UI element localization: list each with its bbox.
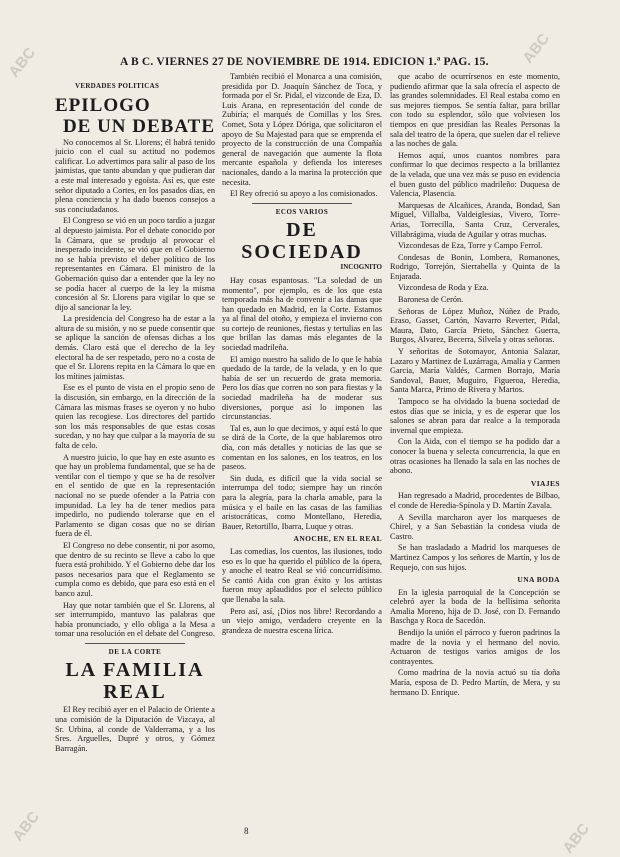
paragraph: El Congreso se vió en un poco tardío a juzgar al depuesto jaimista. Por el debate conocido por la Cámara, que se produjo al provocar el inesperado incidente, se vió que en el Gobierno no se había previsto el deber político de los representantes en Cámara. El ministro de la Gobernación quiso dar a entender que la ley no se podía hacer al cuerpo de la ley la misma concesión al Sr. Llorens para vigilar lo que se dijo al sancionar la ley. [55, 216, 215, 312]
paragraph: Ese es el punto de vista en el propio seno de la discusión, sin embargo, en la dirección de la Cámara las mismas frases se oyeron y no hubo quien las recogiese. Los directores del partido son los más responsables de que estas cosas sucedan, y no hay que culpar a la mayoría de su falta de celo. [55, 383, 215, 450]
paragraph: Pero así, así, ¡Dios nos libre! Recordando a un viejo amigo, verdadero creyente en la grandeza de nuestra escena lírica. [222, 606, 382, 635]
page-mark: 8 [244, 826, 249, 836]
paragraph: Han regresado a Madrid, procedentes de Bilbao, el conde de Heredia-Spínola y D. Martín Zavala. [390, 491, 560, 510]
paragraph: A Sevilla marcharon ayer los marqueses de Chirel, y a San Sebastián la condesa viuda de Castro. [390, 512, 560, 541]
paragraph: Tal es, aun lo que decimos, y aquí está lo que se dirá de la Corte, de la que hablaremos otro día, con más detalles y noticias de las que se comentan en los salones, en los teatros, en los paseos. [222, 423, 382, 472]
subheading-boda: UNA BODA [517, 575, 560, 585]
paragraph: En la iglesia parroquial de la Concepción se celebró ayer la boda de la bellísima señorita Amalia Moreno, hija de D. José, con D. Fernando Baschga y Roca de Sacedón. [390, 587, 560, 626]
headline-familia-real: LA FAMILIA REAL [65, 659, 205, 704]
paragraph: El Congreso no debe consentir, ni por asomo, que dentro de su recinto se lleve a cabo lo que fuera está prohibido. Y el Gobierno debe dar los pasos necesarios para que el Reglamento se cumpla como es debido, que para eso está en el banco azul. [55, 540, 215, 598]
column-2 [222, 72, 382, 832]
subheading-viajes: VIAJES [530, 478, 560, 488]
paragraph: Marquesas de Alcañices, Aranda, Bondad, San Miguel, Villalba, Valdeiglesias, Vivero, Torre-Arias, Torrecilla, Santa Cruz, Cerverales, Villabrágima, viuda de Aguilar y otras muchas. [390, 200, 560, 239]
paragraph: Hemos aquí, unos cuantos nombres para confirmar lo que decimos respecto a la brillantez de la velada, que una vez más se puso en evidencia el buen gusto del público madrileño: Duquesa de Valencia, Plasencia. [390, 150, 560, 199]
paragraph: Hay que notar también que el Sr. Llorens, al ser interrumpido, mantuvo las palabras que había pronunciado, y ello obliga a la Mesa a tomar una resolución en el debate del Congreso. [55, 600, 215, 639]
paragraph: Baronesa de Cerón. [398, 295, 464, 305]
section-kicker: VERDADES POLITICAS [75, 82, 160, 90]
divider [85, 643, 185, 644]
paragraph: Bendijo la unión el párroco y fueron padrinos la madre de la novia y el hermano del novio. Actuaron de testigos varios amigos de los contrayentes. [390, 628, 560, 666]
headline-epilogo: EPILOGO [55, 94, 151, 116]
headline-sociedad: DE SOCIEDAD [241, 219, 363, 264]
paragraph: El amigo nuestro ha salido de lo que le había quedado de la tarde, de la velada, y en lo que había de ser un recuerdo de grata memoria. Pero los días que corren no son para fiestas y la sociedad madrileña ha de moderar sus diversiones, porque así lo imponen las circunstancias. [222, 354, 382, 422]
column-3 [390, 72, 560, 832]
subheading: ANOCHE, EN EL REAL [293, 534, 382, 544]
column-1 [55, 80, 215, 840]
section-kicker: DE LA CORTE [108, 647, 162, 656]
headline-debate: DE UN DEBATE [62, 115, 215, 137]
paragraph: La presidencia del Congreso ha de estar a la altura de su misión, y no se puede consentir que se aplique la sanción de ofensas dichas a los demás. Claro está que el derecho de la ley electoral ha de ser respetado, pero no a costa de que el Sr. Llorens repita en la Cámara lo que en los mítines jaimistas. [55, 314, 215, 381]
byline: INCOGNITO [340, 263, 382, 272]
divider [252, 203, 352, 204]
watermark-right: ABC [519, 30, 553, 67]
paragraph: A nuestro juicio, lo que hay en este asunto es que hay un problema fundamental, que se ha de ventilar con el tiempo y que se ha de resolver en el sentido de que en la representación nacional no se puede ofender a la Patria con impunidad. La ley ha de tener medios para impedirlo, no pudiendo tolerarse que en el Parlamento se digan cosas que no se dirían fuera de él. [55, 452, 215, 539]
paragraph: Las comedias, los cuentos, las ilusiones, todo eso es lo que ha querido el público de la ópera, y anoche el teatro Real se vió concurridísimo. Se cantó Aida con gran éxito y los artistas fueron muy aplaudidos por el selecto público que llenaba la sala. [222, 546, 382, 604]
watermark-bottom-left: ABC [9, 808, 43, 845]
paragraph: Hay cosas espantosas. "La soledad de un momento", por ejemplo, es de los que esta temporada más ha de convenir a las damas que han quedado en Madrid, en la Corte. Estamos ya al final del otoño, y empieza el invierno con su cortejo de reuniones, fiestas y tertulias en las que brillan las damas más elegantes de la sociedad madrileña. [222, 275, 382, 353]
paragraph: El Rey recibió ayer en el Palacio de Oriente a una comisión de la Diputación de Vizcaya, al Sr. Urbina, al conde de Valderrama, y a los Sres. Arguelles, Dupré y otros, y Gómez Barragán. [55, 705, 215, 753]
section-kicker: ECOS VARIOS [275, 207, 329, 216]
paragraph: El Rey ofreció su apoyo a los comisionados. [230, 189, 378, 199]
paragraph: que acabo de ocurrírsenos en este momento, pudiendo afirmar que la sala ofrecía el aspecto de las grandes solemnidades. El Real estaba como en sus mejores tiempos. Se sentía faltar, para brillar con todo su esplendor, sólo que volviesen los tiempos en que presidían las Reales Personas la sala del teatro de la ópera, que suelen dar el relieve a las noches de gala. [390, 72, 560, 149]
paragraph: Condesas de Bonin, Lombera, Romanones, Rodrigo, Torrejón, Sierrabella y Quinta de la Enjarada. [390, 252, 560, 281]
watermark-left: ABC [5, 44, 39, 81]
paragraph: Tampoco se ha olvidado la buena sociedad de estos días que se inicia, y es de esperar que los salones se abran para dar realce a la temporada invernal que empieza. [390, 397, 560, 435]
paragraph: Vizcondesas de Eza, Torre y Campo Ferrol. [398, 241, 543, 251]
paragraph: Como madrina de la novia actuó su tía doña María, esposa de D. Pedro Martín, de Mera, y su hermano D. Enrique. [390, 668, 560, 697]
paragraph: También recibió el Monarca a una comisión, presidida por D. Joaquín Sánchez de Toca, y formada por el Sr. Pidal, el vizconde de Eza, D. Luis Arana, en representación del conde de Zubiría; el marqués de Comillas y los Sres. Comet, Sota y López Dóriga, que solicitaron el apoyo de Su Majestad para que se emprenda el proyecto de la construcción de una Compañía general de navegación que aumente la flota mercante española y defienda los intereses nacionales, dando a la marina la protección que necesita. [222, 72, 382, 187]
paragraph: Con la Aida, con el tiempo se ha podido dar a conocer la buena y selecta concurrencia, la que en otras ocasiones ha llenado la sala en las noches de abono. [390, 437, 560, 476]
page-header: A B C. VIERNES 27 DE NOVIEMBRE DE 1914. EDICION 1.ª PAG. 15. [120, 56, 489, 68]
paragraph: No conocemos al Sr. Llorens; él habrá tenido juicio con el cual su actitud no podemos calificar. Lo advertimos para salir al paso de los jaimistas, que tanto abundan y que pudieran dar a este mal interesado y egoísta. Así es, que este señor diputado a Cortes, en los pasados días, en plena conciencia y ha dado buenos consejos a sus conciudadanos. [55, 137, 215, 214]
paragraph: Vizcondesa de Roda y Eza. [398, 283, 489, 293]
paragraph: Y señoritas de Sotomayor, Antonia Salazar, Lazaro y Martinez de Luzárraga, Amalia y Carmen Garcia, María Valdés, Carmen Borrajo, María Sandoval, Bauer, Muguiro, Figueroa, Heredia, Santa Marca, Primo de Rivera y Martos. [390, 347, 560, 395]
watermark-bottom-right: ABC [559, 820, 593, 857]
paragraph: Sin duda, es difícil que la vida social se interrumpa del todo; siempre hay un rincón para la alegría, para la charla amable, para la música y el baile en las casas de las familias aristocráticas, como Montellano, Heredia, Bauer, Retortillo, Ibarra, Luque y otras. [222, 473, 382, 531]
paragraph: Se han trasladado a Madrid los marqueses de Martinez Campos y los señores de Martín, y los de Requejo, con sus hijos. [390, 543, 560, 572]
paragraph: Señoras de López Muñoz, Núñez de Prado, Eraso, Gasset, Cartón, Navarro Reverter, Pidal, Maura, Dato, García Prieto, Sánchez Guerra, Burgos, Alvarez, Becerra, Silvela y otras señoras. [390, 306, 560, 345]
